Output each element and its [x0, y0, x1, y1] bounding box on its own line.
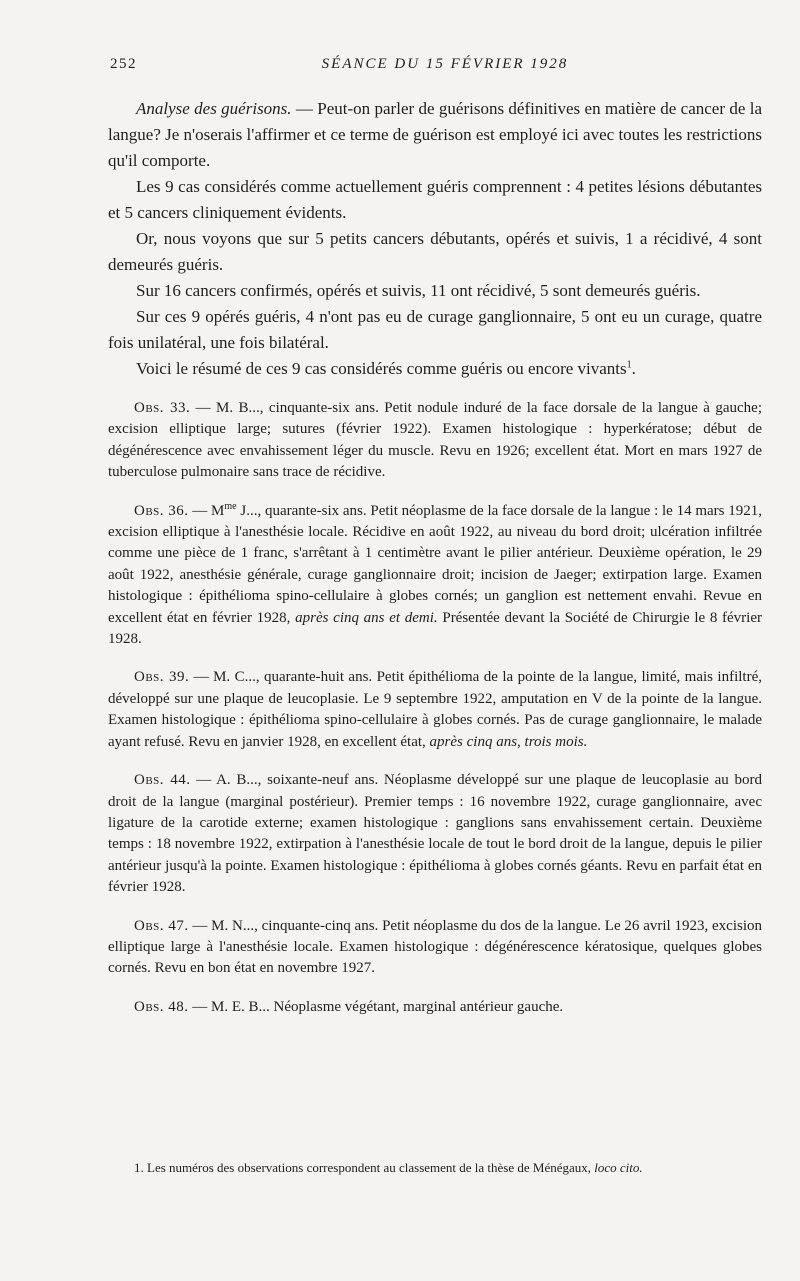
observation-label: Obs. 36. — [134, 502, 189, 519]
footnote-italic: loco cito. — [594, 1160, 643, 1175]
paragraph: Sur 16 cancers confirmés, opérés et suivis, 11 ont récidivé, 5 sont demeurés guéris. — [136, 281, 701, 300]
running-title: SÉANCE DU 15 FÉVRIER 1928 — [321, 56, 569, 72]
observation-33 — [108, 398, 762, 484]
footnote-mark: 1 — [626, 359, 632, 371]
paragraph: Les 9 cas considérés comme actuellement guéris comprennent : 4 petites lésions débutantes et 5 cancers cliniquement évidents. — [108, 177, 762, 222]
paragraph-text: — Peut-on parler de guérisons définitives en matière de cancer de la langue? Je n'oserais l'affirmer et ce terme de guérison est employé ici avec toutes les restrictions qu'il comporte. — [108, 99, 763, 170]
observation-text: — M. C..., quarante-huit ans. Petit épithélioma de la pointe de la langue, limité, mais infiltré, développé sur une plaque de leucoplasie. Le 9 septembre 1922, amputation en V de la pointe de la langue. Examen histologique : épithélioma spino-cellulaire à globes cornés. Pas de curage ganglionnaire, le malade ayant refusé. Revu en janvier 1928, en excellent état, — [108, 669, 762, 750]
superscript: me — [224, 500, 237, 512]
observation-label: Obs. 39. — [134, 669, 190, 686]
observation-text: — M — [188, 502, 225, 519]
footnote — [108, 1158, 762, 1177]
observations — [108, 398, 762, 1018]
observation-text: — M. E. B... Néoplasme végétant, marginal antérieur gauche. — [188, 998, 564, 1015]
observation-text: — M. B..., cinquante-six ans. Petit nodule induré de la face dorsale de la langue à gauche; excision elliptique large; sutures (février 1922). Examen histologique : hyperkératose; début de dégénérescence avec envahissement léger du muscle. Revu en 1926; excellent état. Mort en mars 1927 de tuberculose pulmonaire sans trace de récidive. — [108, 400, 762, 481]
observation-44 — [108, 770, 762, 898]
observation-italic: après cinq ans, trois mois. — [429, 733, 588, 750]
footnote-text: 1. Les numéros des observations correspondent au classement de la thèse de Ménégaux, — [134, 1160, 595, 1175]
observation-47 — [108, 916, 762, 980]
observation-39 — [108, 667, 762, 753]
paragraph-text: Voici le résumé de ces 9 cas considérés comme guéris ou encore vivants — [136, 359, 627, 378]
page-number: 252 — [110, 56, 137, 72]
article-body — [108, 96, 762, 1035]
observation-48 — [108, 997, 762, 1018]
paragraph: Sur ces 9 opérés guéris, 4 n'ont pas eu de curage ganglionnaire, 5 ont eu un curage, quatre fois unilatéral, une fois bilatéral. — [108, 307, 762, 352]
paragraph-end: . — [631, 359, 636, 378]
paragraph-analyse — [108, 96, 762, 174]
paragraph-voici — [108, 356, 762, 382]
running-head — [110, 56, 780, 78]
observation-italic: après cinq ans et demi. — [295, 609, 438, 626]
observation-label: Obs. 33. — [134, 400, 191, 416]
observation-label: Obs. 47. — [134, 917, 189, 934]
section-lead: Analyse des guérisons. — [136, 99, 292, 118]
observation-label: Obs. 44. — [134, 772, 191, 789]
observation-text: Présentée devant la Société de Chirurgie le 8 février 1928. — [108, 609, 762, 648]
observation-36 — [108, 501, 762, 651]
observation-text: J..., quarante-six ans. Petit néoplasme de la face dorsale de la langue : le 14 mars 1921, excision elliptique à l'anesthésie locale. Récidive en août 1922, au niveau du bord droit; ulcération infiltrée comme une pièce de 1 franc, s'arrêtant à 1 centimètre avant le pilier antérieur. Deuxième opération, le 29 août 1922, anesthésie générale, curage ganglionnaire droit; incision de Jaeger; extirpation large. Examen histologique : épithélioma spino-cellulaire à globes cornés; un ganglion est nettement envahi. Revue en excellent état en février 1928, — [108, 502, 762, 626]
observation-text: — A. B..., soixante-neuf ans. Néoplasme développé sur une plaque de leucoplasie au bord droit de la langue (marginal postérieur). Premier temps : 16 novembre 1922, curage ganglionnaire, avec ligature de la carotide externe; examen histologique : ganglions sans envahissement certain. Deuxième temps : 18 novembre 1922, extirpation à l'anesthésie locale de tout le bord droit de la langue, depuis le pilier antérieur jusqu'à la pointe. Examen histologique : épithélioma à globes cornés géants. Revu en parfait état en février 1928. — [108, 772, 762, 896]
observation-text: — M. N..., cinquante-cinq ans. Petit néoplasme du dos de la langue. Le 26 avril 1923, excision elliptique large à l'anesthésie locale. Examen histologique : dégénérescence kératosique, quelques globes cornés. Revu en bon état en novembre 1927. — [108, 917, 762, 977]
observation-label: Obs. 48. — [134, 998, 189, 1015]
paragraph: Or, nous voyons que sur 5 petits cancers débutants, opérés et suivis, 1 a récidivé, 4 sont demeurés guéris. — [108, 229, 762, 274]
